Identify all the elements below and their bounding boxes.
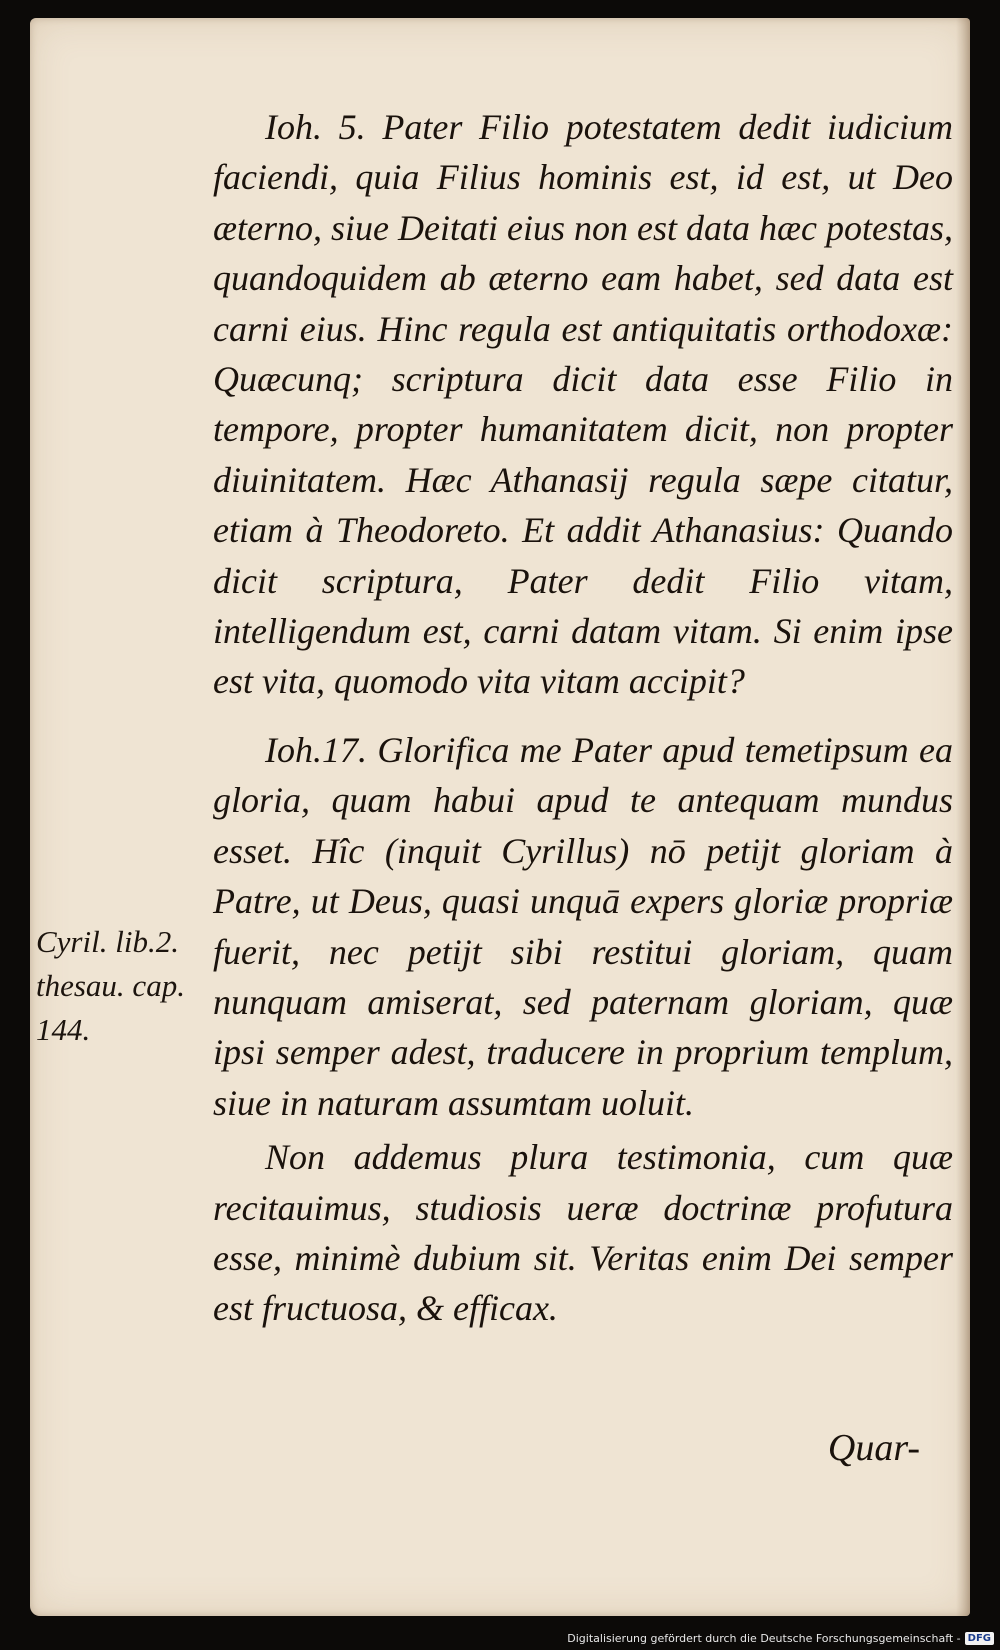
paragraph-conclusion: Non addemus plura testimonia, cum quæ recitauimus, studiosis ueræ doctrinæ profutura esse, minimè dubium sit. Veritas enim Dei semper est fructuosa, & efficax. (213, 1137, 953, 1329)
paragraph-john-17: Ioh.17. Glorifica me Pater apud temetipsum ea gloria, quam habui apud te antequam mundus esset. Hîc (inquit Cyrillus) nō petijt gloriam à Patre, ut Deus, quasi unquā expers gloriæ propriæ fuerit, nec petijt sibi restitui gloriam, quam nunquam amiserat, sed paternam gloriam, quæ ipsi semper adest, traducere in proprium templum, siue in naturam assumtam uoluit. (213, 729, 953, 1123)
book-page (30, 18, 970, 1616)
body-text (213, 102, 953, 1334)
credit-text: Digitalisierung gefördert durch die Deutsche Forschungsgemeinschaft - (567, 1631, 961, 1645)
dfg-logo: DFG (965, 1632, 994, 1645)
digitization-credit (567, 1628, 994, 1648)
paragraph-john-5: Ioh. 5. Pater Filio potestatem dedit iudicium faciendi, quia Filius hominis est, id est, ut Deo æterno, siue Deitati eius non est data hæc potestas, quandoquidem ab æterno eam habet, sed data est carni eius. Hinc regula est antiquitatis orthodoxæ: Quæcunq; scriptura dicit data esse Filio in tempore, propter humanitatem dicit, non propter diuinitatem. Hæc Athanasij regula sæpe citatur, etiam à Theodoreto. Et addit Athanasius: Quando dicit scriptura, Pater dedit Filio vitam, intelligendum est, carni datam vitam. Si enim ipse est vita, quomodo vita vitam accipit? (213, 107, 953, 702)
marginal-note: Cyril. lib.2. thesau. cap. 144. (36, 924, 185, 1047)
catchword: Quar- (827, 1427, 920, 1469)
